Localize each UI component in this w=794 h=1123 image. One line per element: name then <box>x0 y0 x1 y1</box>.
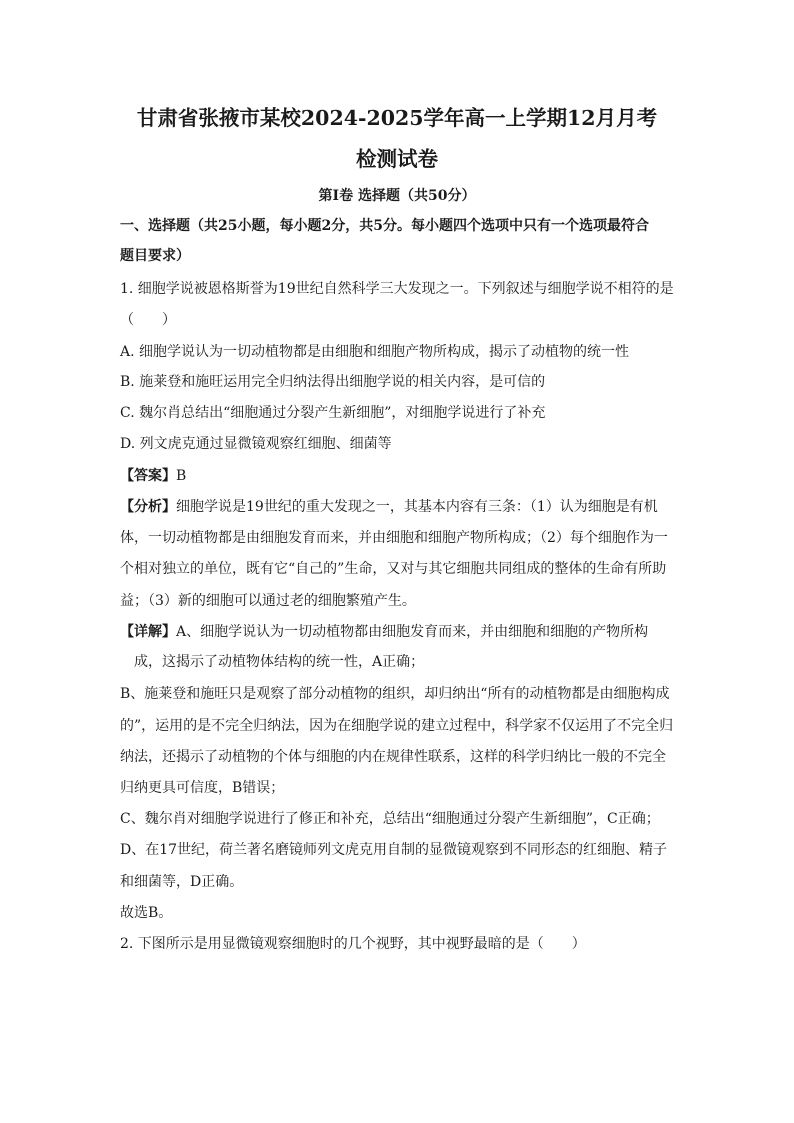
analysis-line-1 <box>120 497 680 517</box>
detail-line-4: 的”，运用的是不完全归纳法，因为在细胞学说的建立过程中，科学家不仅运用了不完全归 <box>120 718 674 734</box>
question-1-stem: 1. 细胞学说被恩格斯誉为19世纪自然科学三大发现之一。下列叙述与细胞学说不相符的是 <box>120 281 674 297</box>
detail-label: 【详解】 <box>120 624 176 640</box>
detail-line-1 <box>120 622 680 642</box>
exam-title-line-2: 检测试卷 <box>356 147 438 171</box>
conclusion-line: 故选B。 <box>120 905 173 921</box>
analysis-line-4: 益；（3）新的细胞可以通过老的细胞繁殖产生。 <box>120 593 416 609</box>
question-1-option-c: C. 魏尔肖总结出“细胞通过分裂产生新细胞”，对细胞学说进行了补充 <box>120 405 546 421</box>
question-1-option-a: A. 细胞学说认为一切动植物都是由细胞和细胞产物所构成，揭示了动植物的统一性 <box>120 344 630 360</box>
question-1-option-d: D. 列文虎克通过显微镜观察红细胞、细菌等 <box>120 436 392 452</box>
answer-value: B <box>176 468 187 484</box>
section-heading-line-1: 一、选择题（共25小题，每小题2分，共5分。每小题四个选项中只有一个选项最符合 <box>120 218 649 234</box>
detail-line-8: D、在17世纪，荷兰著名磨镜师列文虎克用自制的显微镜观察到不同形态的红细胞、精子 <box>120 842 668 858</box>
detail-line-3: B、施莱登和施旺只是观察了部分动植物的组织，却归纳出“所有的动植物都是由细胞构成 <box>120 686 670 702</box>
analysis-label: 【分析】 <box>120 499 176 515</box>
section-heading-line-2: 题目要求） <box>120 248 190 264</box>
analysis-line-2: 体，一切动植物都是由细胞发育而来，并由细胞和细胞产物所构成；（2）每个细胞作为一 <box>120 530 668 546</box>
answer-label: 【答案】 <box>120 468 176 484</box>
detail-line-5: 纳法，还揭示了动植物的个体与细胞的内在规律性联系，这样的科学归纳比一般的不完全 <box>120 749 666 765</box>
question-2-stem: 2. 下图所示是用显微镜观察细胞时的几个视野，其中视野最暗的是（ ） <box>120 936 586 952</box>
detail-line-9: 和细菌等，D正确。 <box>120 874 244 890</box>
detail-line-6: 归纳更具可信度，B错误； <box>120 780 285 796</box>
detail-line-2: 成，这揭示了动植物体结构的统一性，A正确； <box>134 654 425 670</box>
question-1-option-b: B. 施莱登和施旺运用完全归纳法得出细胞学说的相关内容，是可信的 <box>120 374 546 390</box>
detail-line-7: C、魏尔肖对细胞学说进行了修正和补充，总结出“细胞通过分裂产生新细胞”，C正确； <box>120 811 660 827</box>
detail-text-1: A、细胞学说认为一切动植物都由细胞发育而来，并由细胞和细胞的产物所构 <box>176 624 649 640</box>
question-1-blank: （ ） <box>120 312 176 328</box>
volume-heading: 第I卷 选择题（共50分） <box>318 188 476 204</box>
exam-title-line-1: 甘肃省张掖市某校2024-2025学年高一上学期12月月考 <box>136 106 658 130</box>
answer-line <box>120 466 680 486</box>
analysis-text-1: 细胞学说是19世纪的重大发现之一，其基本内容有三条：（1）认为细胞是有机 <box>176 499 658 515</box>
analysis-line-3: 个相对独立的单位，既有它“自己的”生命，又对与其它细胞共同组成的整体的生命有所助 <box>120 561 667 577</box>
